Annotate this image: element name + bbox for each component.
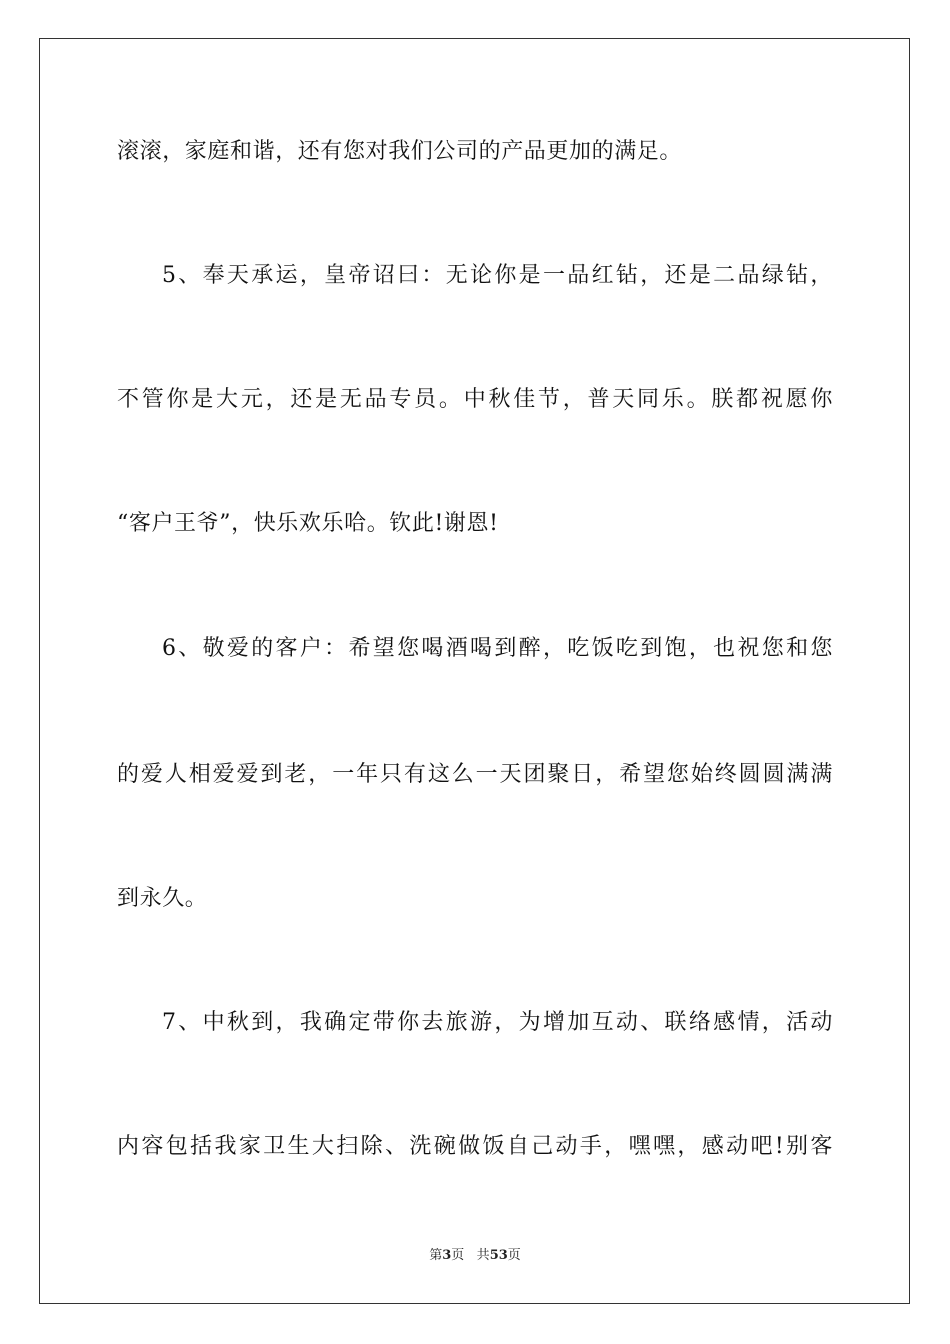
- paragraph-line: 6、敬爱的客户：希望您喝酒喝到醉，吃饭吃到饱，也祝您和您: [162, 636, 833, 661]
- page-footer: [0, 1247, 950, 1265]
- paragraph-line: 5、奉天承运，皇帝诏曰：无论你是一品红钻，还是二品绿钻，: [162, 263, 833, 288]
- total-pages: 53: [489, 1248, 508, 1263]
- paragraph-line: 内容包括我家卫生大扫除、洗碗做饭自己动手，嘿嘿，感动吧!别客: [117, 1134, 833, 1159]
- total-prefix: 共: [476, 1248, 490, 1263]
- paragraph-line: 的爱人相爱爱到老，一年只有这么一天团聚日，希望您始终圆圆满满: [117, 762, 833, 787]
- page-prefix: 第: [429, 1248, 443, 1263]
- paragraph-line: 7、中秋到，我确定带你去旅游，为增加互动、联络感情，活动: [162, 1010, 833, 1035]
- total-suffix: 页: [507, 1248, 521, 1263]
- paragraph-line: “客户王爷”，快乐欢乐哈。钦此!谢恩!: [117, 511, 499, 536]
- paragraph-line: 滚滚，家庭和谐，还有您对我们公司的产品更加的满足。: [117, 139, 683, 164]
- paragraph-line: 不管你是大元，还是无品专员。中秋佳节，普天同乐。朕都祝愿你: [117, 387, 833, 412]
- page-border: [39, 38, 910, 1304]
- page-number: 3: [442, 1248, 452, 1263]
- page-suffix: 页: [451, 1248, 465, 1263]
- paragraph-line: 到永久。: [117, 886, 208, 911]
